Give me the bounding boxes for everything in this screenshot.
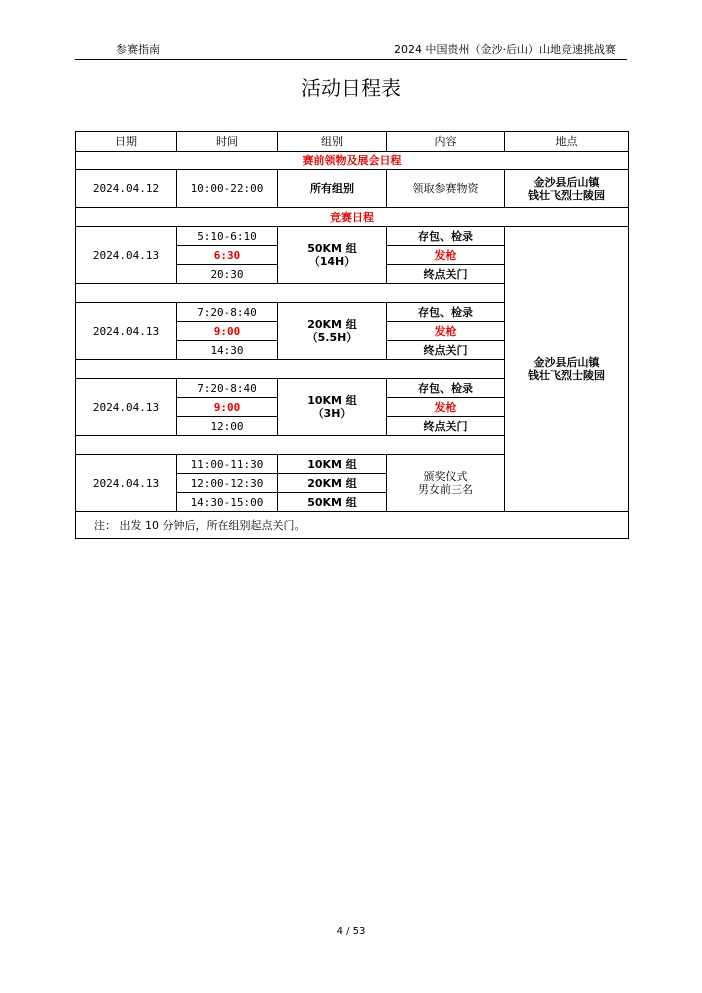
place-line-2: 钱壮飞烈士陵园 xyxy=(528,188,605,202)
header-divider xyxy=(75,59,627,60)
place-line-1: 金沙县后山镇 xyxy=(533,175,600,189)
cell-time: 20:30 xyxy=(177,265,278,284)
cell-time: 5:10-6:10 xyxy=(177,227,278,246)
cell-date: 2024.04.13 xyxy=(76,227,177,284)
cell-content: 存包、检录 xyxy=(387,227,505,246)
cell-content: 终点关门 xyxy=(387,417,505,436)
award-line-1: 颁奖仪式 xyxy=(423,470,468,483)
cell-time-start: 9:00 xyxy=(177,322,278,341)
cell-date: 2024.04.12 xyxy=(76,170,177,208)
cell-place-race xyxy=(505,227,629,512)
cell-content-start: 发枪 xyxy=(387,322,505,341)
group-limit: （14H） xyxy=(308,255,356,268)
spacer-row xyxy=(76,436,505,455)
group-name: 10KM 组 xyxy=(307,394,357,407)
cell-time: 12:00-12:30 xyxy=(177,474,278,493)
cell-group: 50KM 组 xyxy=(278,493,387,512)
spacer-row xyxy=(76,284,505,303)
cell-group xyxy=(278,227,387,284)
cell-time-start: 9:00 xyxy=(177,398,278,417)
place-line-2: 钱壮飞烈士陵园 xyxy=(528,369,605,382)
cell-content: 终点关门 xyxy=(387,341,505,360)
cell-time: 12:00 xyxy=(177,417,278,436)
cell-content: 存包、检录 xyxy=(387,379,505,398)
col-header-date: 日期 xyxy=(76,132,177,152)
cell-content-award xyxy=(387,455,505,512)
group-name: 20KM 组 xyxy=(307,318,357,331)
cell-group: 所有组别 xyxy=(278,170,387,208)
cell-time: 10:00-22:00 xyxy=(177,170,278,208)
page-number: 4 / 53 xyxy=(336,926,366,937)
table-row xyxy=(76,227,629,246)
table-header-row xyxy=(76,132,629,152)
cell-content: 终点关门 xyxy=(387,265,505,284)
cell-time: 11:00-11:30 xyxy=(177,455,278,474)
table-row xyxy=(76,170,629,208)
table-note: 注： 出发 10 分钟后，所在组别起点关门。 xyxy=(76,512,629,539)
spacer-row xyxy=(76,360,505,379)
header-right-text: 2024 中国贵州（金沙·后山）山地竞速挑战赛 xyxy=(394,43,616,56)
cell-time: 7:20-8:40 xyxy=(177,379,278,398)
cell-place xyxy=(505,170,629,208)
col-header-time: 时间 xyxy=(177,132,278,152)
cell-date: 2024.04.13 xyxy=(76,455,177,512)
col-header-place: 地点 xyxy=(505,132,629,152)
col-header-content: 内容 xyxy=(387,132,505,152)
group-limit: （5.5H） xyxy=(306,331,358,344)
col-header-group: 组别 xyxy=(278,132,387,152)
header-left-text: 参赛指南 xyxy=(116,43,160,56)
section-title-race: 竞赛日程 xyxy=(76,208,629,227)
group-name: 50KM 组 xyxy=(307,242,357,255)
cell-time: 14:30-15:00 xyxy=(177,493,278,512)
cell-group: 20KM 组 xyxy=(278,474,387,493)
cell-time: 7:20-8:40 xyxy=(177,303,278,322)
cell-group xyxy=(278,303,387,360)
cell-content: 领取参赛物资 xyxy=(387,170,505,208)
place-line-1: 金沙县后山镇 xyxy=(533,356,600,369)
schedule-table xyxy=(75,131,629,539)
award-line-2: 男女前三名 xyxy=(418,483,473,496)
section-title-pre-race: 赛前领物及展会日程 xyxy=(76,152,629,170)
cell-group: 10KM 组 xyxy=(278,455,387,474)
cell-group xyxy=(278,379,387,436)
cell-time-start: 6:30 xyxy=(177,246,278,265)
cell-content-start: 发枪 xyxy=(387,398,505,417)
cell-time: 14:30 xyxy=(177,341,278,360)
cell-content: 存包、检录 xyxy=(387,303,505,322)
group-limit: （3H） xyxy=(312,407,352,420)
cell-date: 2024.04.13 xyxy=(76,303,177,360)
cell-content-start: 发枪 xyxy=(387,246,505,265)
page-title: 活动日程表 xyxy=(301,76,401,100)
cell-date: 2024.04.13 xyxy=(76,379,177,436)
